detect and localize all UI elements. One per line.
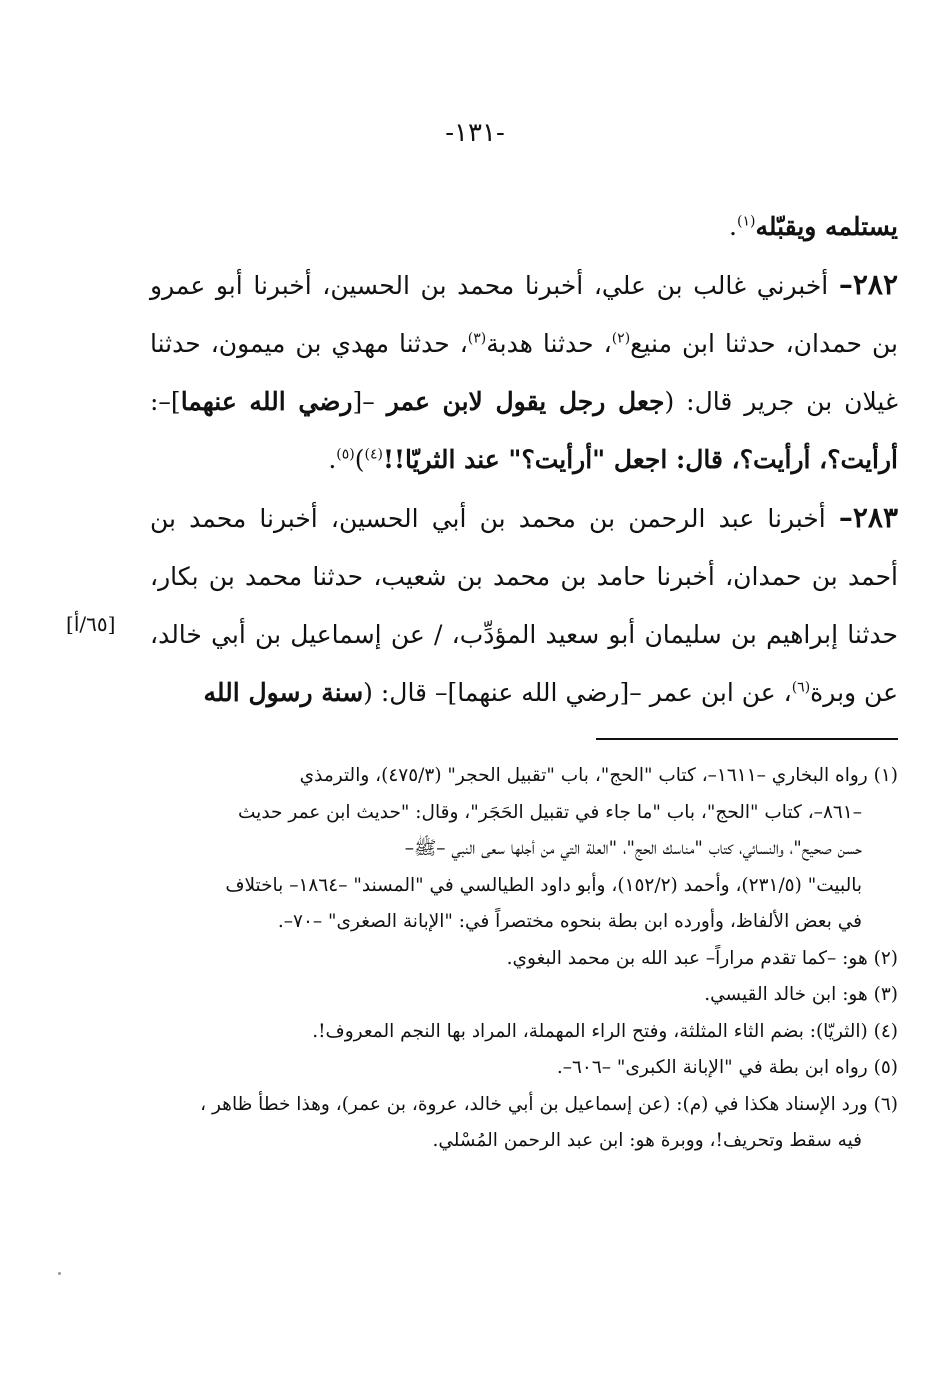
hadith-282-text-7: . [328, 445, 337, 474]
footnote-1-line-1: (١) رواه البخاري –١٦١١–، كتاب "الحج"، باب "تقبيل الحجر" (٤٧٥/٣)، والترمذي [299, 765, 898, 786]
footnote-2: (٢) هو: –كما تقدم مراراً– عبد الله بن محمد البغوي. [506, 947, 898, 969]
footnote-ref-4: (٤) [364, 446, 383, 463]
footnote-ref-3: (٣) [467, 330, 487, 347]
hadith-283-bold-1: سنة رسول الله [203, 678, 364, 707]
page-number: -١٣١- [445, 118, 505, 148]
hadith-283-text-1: أخبرنا عبد الرحمن بن محمد بن أبي الحسين، أخبرنا محمد بن أحمد بن حمدان، أخبرنا حامد بن محمد بن شعيب، حدثنا محمد بن بكار، حدثنا إبراهيم بن سليمان أبو سعيد المؤدِّب، / عن إسماعيل بن أبي خالد، عن وبرة [150, 504, 898, 707]
hadith-282-text-2: ، حدثنا هدبة [486, 329, 612, 358]
hadith-282 [150, 256, 898, 489]
hadith-number-283: ٢٨٣– [838, 501, 898, 534]
footnotes [150, 758, 898, 1160]
hadith-282-text-4: –[ [352, 387, 387, 416]
hadith-282-bold-3: أرأيت؟، أرأيت؟، قال: اجعل "أرأيت؟" عند الثريّا!! [383, 445, 898, 474]
hadith-282-text-3: ، حدثنا مهدي بن ميمون، حدثنا غيلان بن جرير قال: ( [150, 329, 898, 416]
opening-bold-text: يستلمه ويقبّله [755, 212, 898, 241]
opening-line [150, 198, 898, 256]
footnote-1-line-5: في بعض الألفاظ، وأورده ابن بطة بنحوه مختصراً في: "الإبانة الصغرى" –٧٠–. [277, 911, 862, 932]
footnote-1-line-2: –٨٦١–، كتاب "الحج"، باب "ما جاء في تقبيل الحَجَر"، وقال: "حديث ابن عمر حديث [238, 801, 862, 823]
hadith-282-bold-1: جعل رجل يقول لابن عمر [386, 387, 665, 416]
footnote-5: (٥) رواه ابن بطة في "الإبانة الكبرى" –٦٠٦–. [556, 1057, 898, 1078]
hadith-282-text-6: ) [354, 445, 365, 474]
footnote-1-line-3: حسن صحيح"، والنسائي، كتاب "مناسك الحج"، "العلة التي من أجلها سعى النبي –ﷺ– [404, 838, 862, 859]
hadith-282-bold-2: رضي الله عنهما [180, 387, 353, 416]
footnote-ref-2: (٢) [611, 330, 631, 347]
footnote-6-line-2: فيه سقط وتحريف!، ووبرة هو: ابن عبد الرحمن المُسْلي. [432, 1130, 862, 1151]
footnote-ref-5: (٥) [336, 446, 355, 463]
footnote-ref-6: (٦) [791, 679, 811, 696]
footnote-1-line-4: بالبيت" (٢٣١/٥)، وأحمد (١٥٢/٢)، وأبو داود الطيالسي في "المسند" –١٨٦٤– باختلاف [225, 874, 862, 896]
hadith-283 [150, 489, 898, 722]
manuscript-folio-reference: [٦٥/أ] [66, 612, 116, 636]
hadith-282-text-5: ]–: [150, 387, 181, 416]
hadith-number-282: ٢٨٢– [838, 268, 898, 301]
hadith-282-text-1: أخبرني غالب بن علي، أخبرنا محمد بن الحسين، أخبرنا أبو عمرو بن حمدان، حدثنا ابن منيع [150, 271, 898, 358]
footnote-ref-1: (١) [736, 213, 756, 230]
footnote-3: (٣) هو: ابن خالد القيسي. [704, 984, 898, 1005]
hadith-283-text-2: ، عن ابن عمر –[رضي الله عنهما]– قال: ( [363, 678, 792, 707]
opening-end: . [729, 212, 737, 241]
footnote-4: (٤) (الثريّا): بضم الثاء المثلثة، وفتح الراء المهملة، المراد بها النجم المعروف!. [312, 1020, 898, 1042]
footnote-6-line-1: (٦) ورد الإسناد هكذا في (م): (عن إسماعيل بن أبي خالد، عروة، بن عمر)، وهذا خطأ ظاهر ، [200, 1093, 898, 1115]
scan-speck [58, 1272, 61, 1275]
footnote-divider [596, 738, 898, 740]
main-text [150, 198, 898, 722]
